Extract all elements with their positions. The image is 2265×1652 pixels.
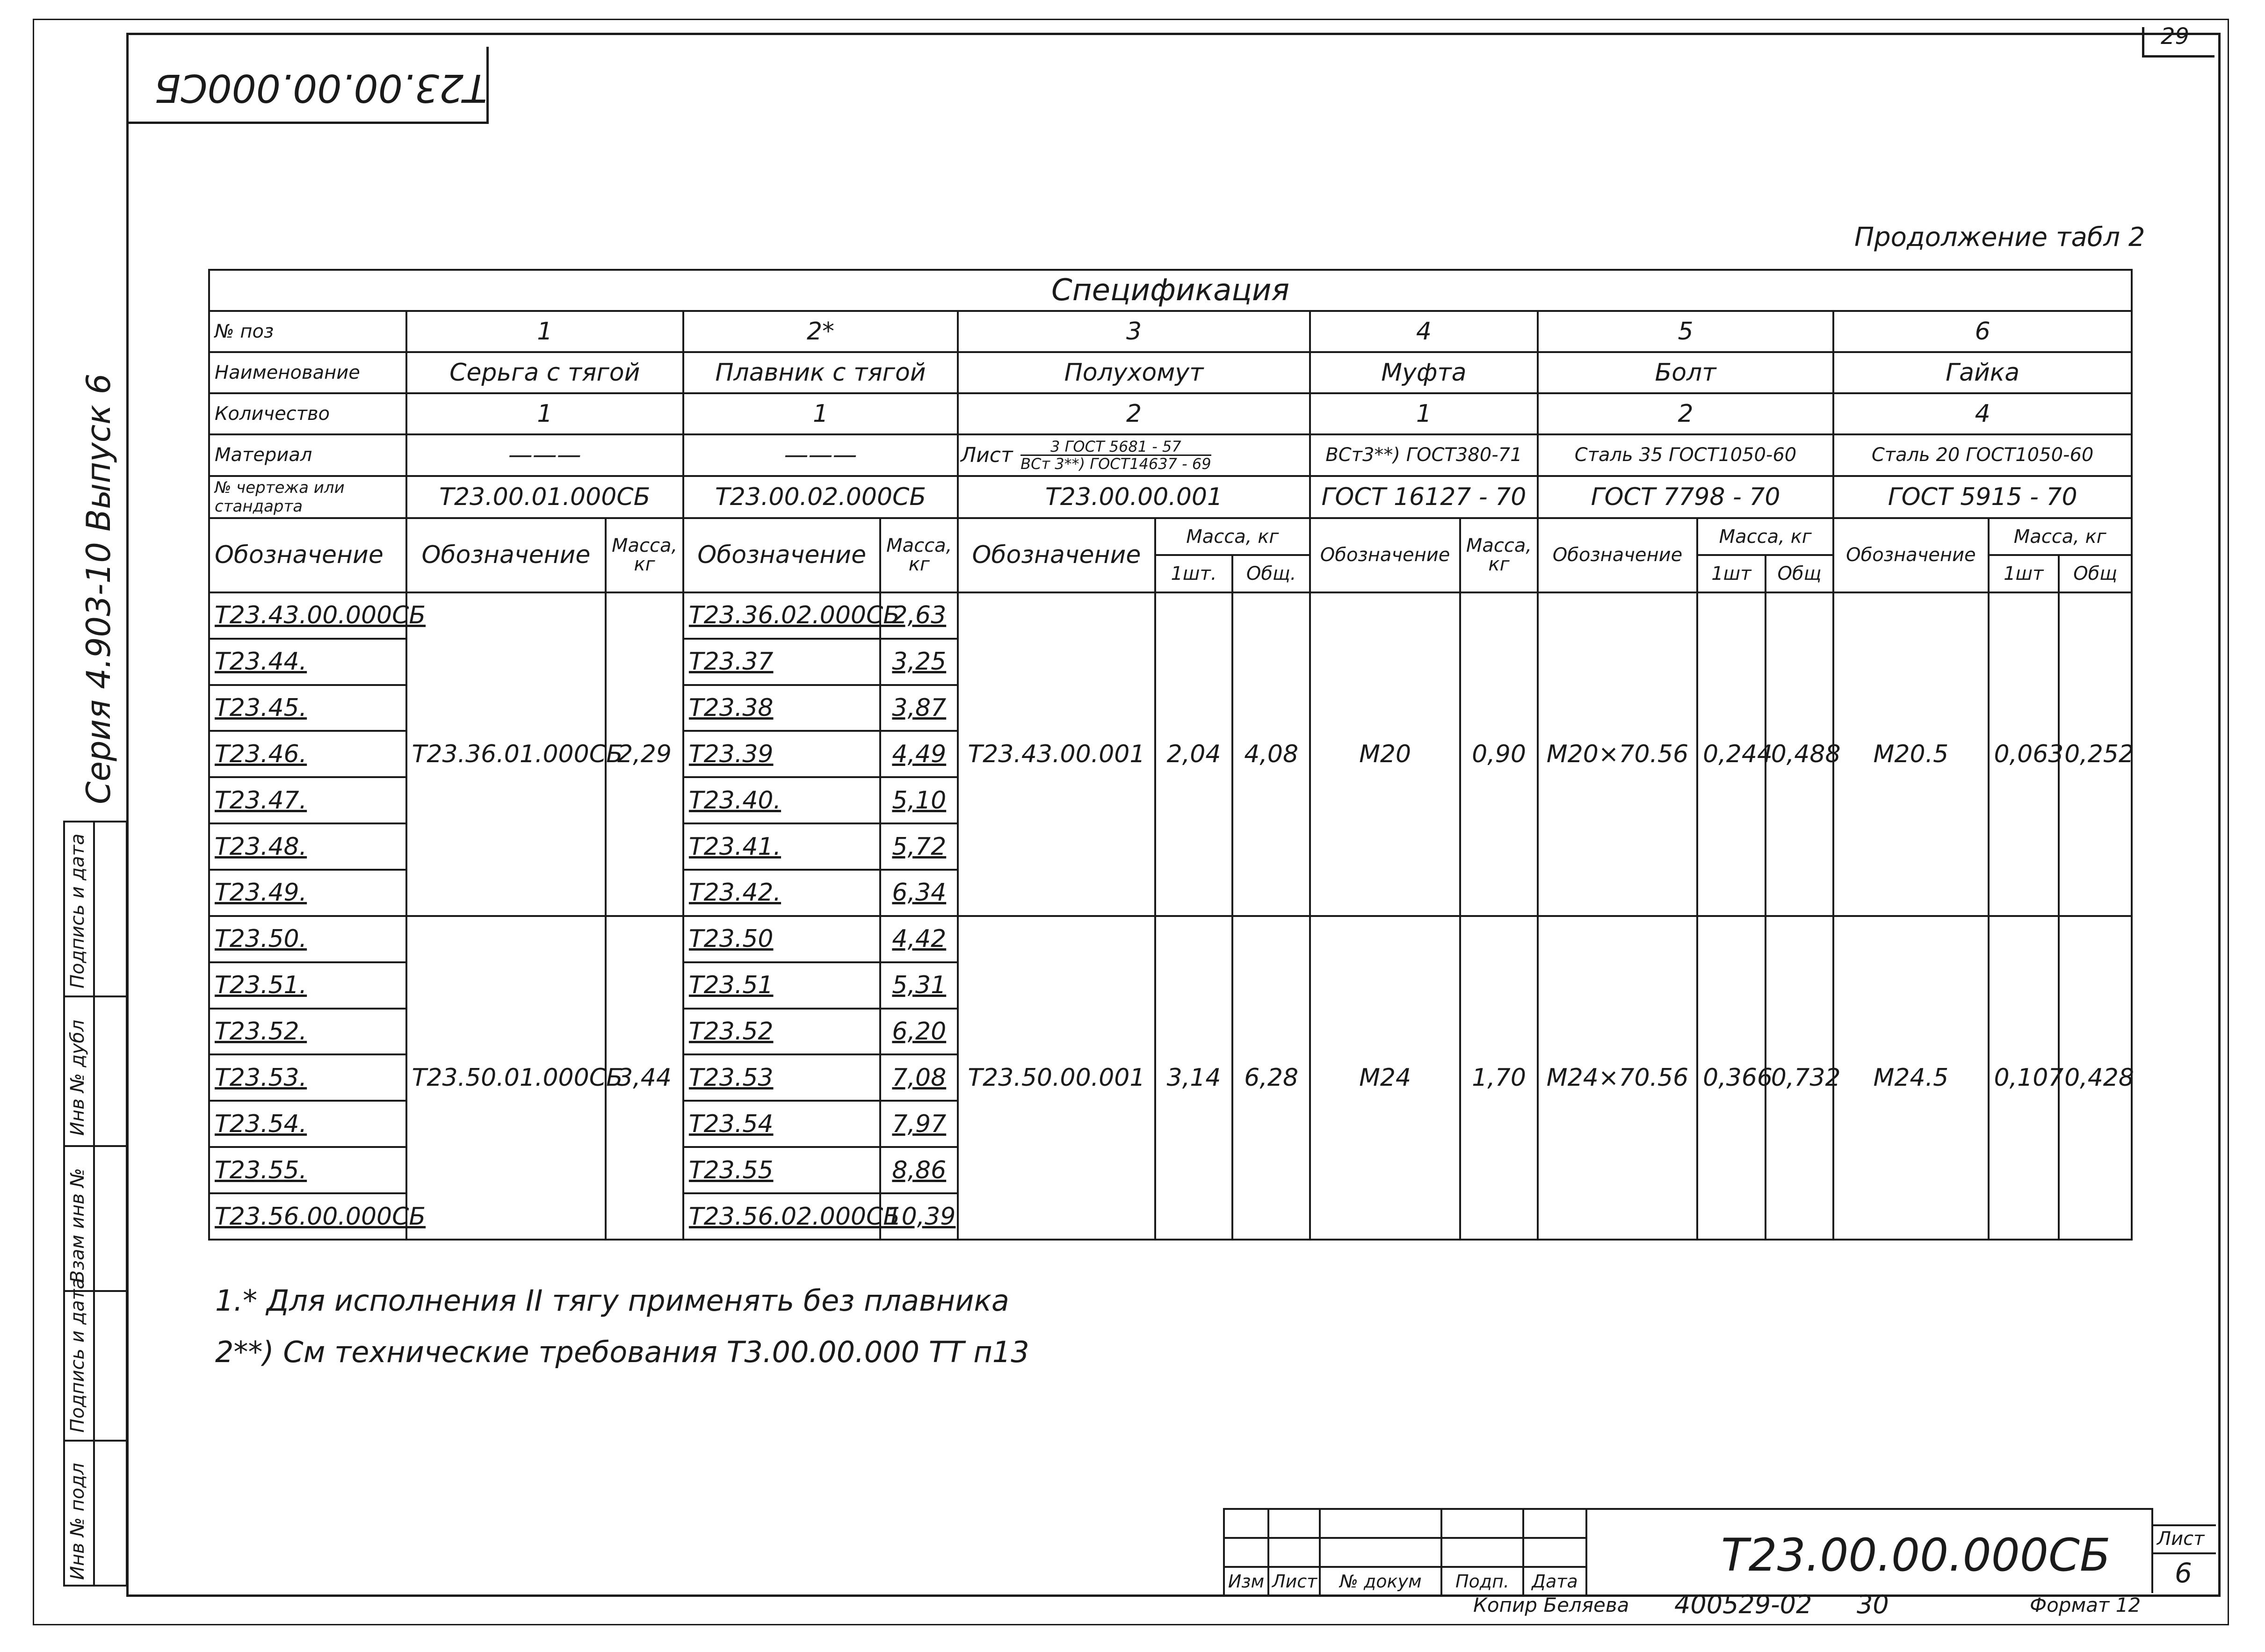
subhead-mass-1: Масса, кг <box>606 518 683 592</box>
row-p2: Т23.39 <box>683 731 881 777</box>
side-stamp-label-1: Подпись и дата <box>67 833 88 988</box>
name-5: Болт <box>1538 352 1833 393</box>
side-stamp-label-3: Взам инв № <box>67 1168 88 1283</box>
row-m2: 5,72 <box>880 823 958 870</box>
subhead-designation-2: Обозначение <box>683 518 881 592</box>
tb-col-date: Дата <box>1523 1567 1586 1596</box>
row-m2: 2,63 <box>880 592 958 639</box>
row-code: Т23.46. <box>209 731 406 777</box>
pos-1: 1 <box>406 311 683 352</box>
drawing-4: ГОСТ 16127 - 70 <box>1310 476 1538 518</box>
order-number: 400529-02 <box>1674 1590 1812 1619</box>
block-p3: Т23.50.00.001 <box>958 916 1155 1240</box>
order-suffix: 30 <box>1857 1590 1889 1619</box>
block-p4: М20 <box>1310 592 1460 916</box>
side-stamp <box>63 821 128 1587</box>
subhead-designation-4: Обозначение <box>1310 518 1460 592</box>
row-code: Т23.43.00.000СБ <box>209 592 406 639</box>
row-m2: 5,31 <box>880 962 958 1009</box>
subhead-total-3: Общ. <box>1232 555 1310 592</box>
row-m2: 4,42 <box>880 916 958 962</box>
row-p2: Т23.54 <box>683 1101 881 1147</box>
row-code: Т23.54. <box>209 1101 406 1147</box>
row-p2: Т23.42. <box>683 870 881 916</box>
drawing-3: Т23.00.00.001 <box>958 476 1310 518</box>
qty-1: 1 <box>406 393 683 434</box>
row-p2: Т23.41. <box>683 823 881 870</box>
material-3-bottom: ВСт 3**) ГОСТ14637 - 69 <box>1020 454 1211 473</box>
row-m2: 7,08 <box>880 1054 958 1101</box>
block-p1: Т23.36.01.000СБ <box>406 592 606 916</box>
pos-3: 3 <box>958 311 1310 352</box>
subhead-one-5: 1шт <box>1697 555 1766 592</box>
block-m3-total: 4,08 <box>1232 592 1310 916</box>
block-p1: Т23.50.01.000СБ <box>406 916 606 1240</box>
block-p5: М20×70.56 <box>1538 592 1697 916</box>
qty-2: 1 <box>683 393 958 434</box>
row-p2: Т23.50 <box>683 916 881 962</box>
material-1: ——— <box>406 434 683 476</box>
format-label: Формат 12 <box>2030 1594 2141 1616</box>
subhead-total-6: Общ <box>2059 555 2132 592</box>
tb-col-doc: № докум <box>1320 1567 1441 1596</box>
block-m6-one: 0,107 <box>1989 916 2059 1240</box>
label-designation: Обозначение <box>209 518 406 592</box>
material-3-prefix: Лист <box>961 443 1013 467</box>
title-block-grid <box>1223 1508 1587 1597</box>
row-m2: 4,49 <box>880 731 958 777</box>
table-row <box>209 592 2132 639</box>
title-block-code: Т23.00.00.000СБ <box>1721 1529 2111 1581</box>
row-p2: Т23.52 <box>683 1009 881 1055</box>
row-p2: Т23.36.02.000СБ <box>683 592 881 639</box>
subhead-designation-3: Обозначение <box>958 518 1155 592</box>
corner-sheet-number: 29 <box>2161 23 2190 50</box>
qty-3: 2 <box>958 393 1310 434</box>
name-6: Гайка <box>1833 352 2132 393</box>
drawing-5: ГОСТ 7798 - 70 <box>1538 476 1833 518</box>
row-code: Т23.56.00.000СБ <box>209 1193 406 1240</box>
continuation-label: Продолжение табл 2 <box>1854 222 2145 252</box>
subhead-mass-3: Масса, кг <box>1155 518 1310 555</box>
row-m2: 7,97 <box>880 1101 958 1147</box>
name-3: Полухомут <box>958 352 1310 393</box>
block-m5-total: 0,488 <box>1766 592 1834 916</box>
row-code: Т23.52. <box>209 1009 406 1055</box>
row-p2: Т23.53 <box>683 1054 881 1101</box>
block-m1: 2,29 <box>606 592 683 916</box>
row-m2: 10,39 <box>880 1193 958 1240</box>
block-p3: Т23.43.00.001 <box>958 592 1155 916</box>
table-row <box>209 916 2132 962</box>
label-pos: № поз <box>209 311 406 352</box>
block-p6: М24.5 <box>1833 916 1988 1240</box>
material-6: Сталь 20 ГОСТ1050-60 <box>1833 434 2132 476</box>
row-p2: Т23.51 <box>683 962 881 1009</box>
block-m3-total: 6,28 <box>1232 916 1310 1240</box>
block-m5-total: 0,732 <box>1766 916 1834 1240</box>
block-m5-one: 0,366 <box>1697 916 1766 1240</box>
qty-6: 4 <box>1833 393 2132 434</box>
side-stamp-label-4: Подпись и дата <box>67 1277 88 1433</box>
subhead-mass-2: Масса, кг <box>880 518 958 592</box>
subhead-one-6: 1шт <box>1989 555 2059 592</box>
subhead-designation-6: Обозначение <box>1833 518 1988 592</box>
subhead-designation-1: Обозначение <box>406 518 606 592</box>
row-code: Т23.44. <box>209 639 406 685</box>
subhead-one-3: 1шт. <box>1155 555 1233 592</box>
row-m2: 6,20 <box>880 1009 958 1055</box>
block-m3-one: 3,14 <box>1155 916 1233 1240</box>
pos-5: 5 <box>1538 311 1833 352</box>
tb-col-list: Лист <box>1268 1567 1320 1596</box>
tb-col-sign: Подп. <box>1441 1567 1523 1596</box>
note-2: 2**) См технические требования Т3.00.00.000 ТТ п13 <box>215 1335 1029 1369</box>
sheet-number: 6 <box>2175 1557 2192 1589</box>
block-m6-total: 0,252 <box>2059 592 2132 916</box>
block-m5-one: 0,244 <box>1697 592 1766 916</box>
label-qty: Количество <box>209 393 406 434</box>
material-3 <box>958 434 1310 476</box>
subhead-designation-5: Обозначение <box>1538 518 1697 592</box>
material-3-top: 3 ГОСТ 5681 - 57 <box>1020 439 1211 456</box>
row-code: Т23.47. <box>209 777 406 823</box>
specification-table <box>208 269 2133 1241</box>
pos-2: 2* <box>683 311 958 352</box>
series-side-label: Серия 4.903-10 Выпуск 6 <box>80 373 118 804</box>
label-name: Наименование <box>209 352 406 393</box>
row-p2: Т23.38 <box>683 685 881 731</box>
qty-5: 2 <box>1538 393 1833 434</box>
subhead-total-5: Общ <box>1766 555 1834 592</box>
side-stamp-label-5: Инв № подл <box>67 1463 88 1580</box>
block-p4: М24 <box>1310 916 1460 1240</box>
block-m6-total: 0,428 <box>2059 916 2132 1240</box>
rotated-code: Т23.00.00.000СБ <box>154 65 487 110</box>
row-code: Т23.48. <box>209 823 406 870</box>
drawing-2: Т23.00.02.000СБ <box>683 476 958 518</box>
row-m2: 3,87 <box>880 685 958 731</box>
name-1: Серьга с тягой <box>406 352 683 393</box>
row-m2: 3,25 <box>880 639 958 685</box>
sheet-label: Лист <box>2157 1528 2205 1550</box>
block-p6: М20.5 <box>1833 592 1988 916</box>
side-stamp-label-2: Инв № дубл <box>67 1019 88 1136</box>
drawing-6: ГОСТ 5915 - 70 <box>1833 476 2132 518</box>
subhead-mass-6: Масса, кг <box>1989 518 2132 555</box>
block-m4: 1,70 <box>1460 916 1538 1240</box>
row-code: Т23.45. <box>209 685 406 731</box>
row-p2: Т23.37 <box>683 639 881 685</box>
row-code: Т23.50. <box>209 916 406 962</box>
block-m4: 0,90 <box>1460 592 1538 916</box>
subhead-mass-5: Масса, кг <box>1697 518 1833 555</box>
tb-col-izm: Изм <box>1224 1567 1268 1596</box>
note-1: 1.* Для исполнения II тягу применять без плавника <box>215 1284 1009 1318</box>
label-drawing: № чертежа или стандарта <box>209 476 406 518</box>
qty-4: 1 <box>1310 393 1538 434</box>
drawing-1: Т23.00.01.000СБ <box>406 476 683 518</box>
material-4: ВСт3**) ГОСТ380-71 <box>1310 434 1538 476</box>
row-code: Т23.53. <box>209 1054 406 1101</box>
copied-by: Копир Беляева <box>1473 1594 1629 1616</box>
block-m3-one: 2,04 <box>1155 592 1233 916</box>
spec-title: Спецификация <box>209 270 2132 311</box>
subhead-mass-4: Масса, кг <box>1460 518 1538 592</box>
pos-4: 4 <box>1310 311 1538 352</box>
block-p5: М24×70.56 <box>1538 916 1697 1240</box>
name-4: Муфта <box>1310 352 1538 393</box>
row-m2: 6,34 <box>880 870 958 916</box>
material-2: ——— <box>683 434 958 476</box>
material-5: Сталь 35 ГОСТ1050-60 <box>1538 434 1833 476</box>
block-m6-one: 0,063 <box>1989 592 2059 916</box>
row-code: Т23.51. <box>209 962 406 1009</box>
row-m2: 8,86 <box>880 1147 958 1193</box>
name-2: Плавник с тягой <box>683 352 958 393</box>
row-code: Т23.55. <box>209 1147 406 1193</box>
block-m1: 3,44 <box>606 916 683 1240</box>
sheet-box-divider <box>2151 1552 2216 1554</box>
pos-6: 6 <box>1833 311 2132 352</box>
row-m2: 5,10 <box>880 777 958 823</box>
label-material: Материал <box>209 434 406 476</box>
row-code: Т23.49. <box>209 870 406 916</box>
row-p2: Т23.55 <box>683 1147 881 1193</box>
row-p2: Т23.56.02.000СБ <box>683 1193 881 1240</box>
row-p2: Т23.40. <box>683 777 881 823</box>
